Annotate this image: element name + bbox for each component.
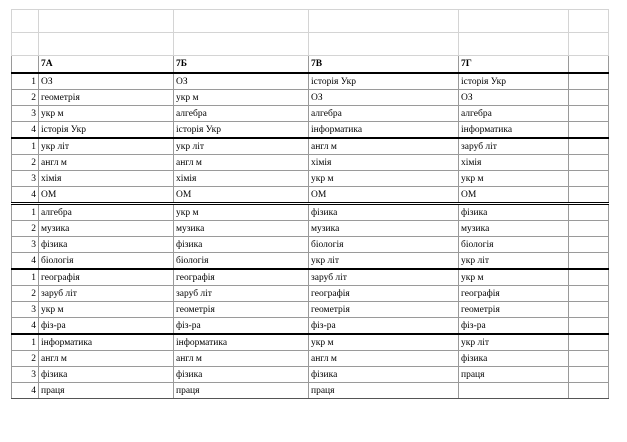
lesson-row bbox=[12, 351, 609, 367]
lesson-row bbox=[12, 253, 609, 270]
lesson-number-cell[interactable]: 2 bbox=[12, 221, 39, 237]
subject-cell[interactable]: фізика bbox=[459, 204, 569, 221]
spare-cell[interactable] bbox=[569, 56, 609, 74]
class-header-cell[interactable]: 7В bbox=[309, 56, 459, 74]
subject-cell[interactable]: ОМ bbox=[459, 187, 569, 204]
subject-cell[interactable]: укр м bbox=[309, 334, 459, 351]
lesson-row bbox=[12, 204, 609, 221]
subject-cell[interactable]: фіз-ра bbox=[309, 318, 459, 335]
subject-cell[interactable]: фізика bbox=[459, 351, 569, 367]
lesson-number-cell[interactable]: 4 bbox=[12, 318, 39, 335]
corner-cell[interactable] bbox=[12, 56, 39, 74]
subject-cell[interactable]: біологія bbox=[174, 253, 309, 270]
subject-cell[interactable]: фізика bbox=[174, 237, 309, 253]
subject-cell[interactable]: укр літ bbox=[174, 138, 309, 155]
lesson-number-cell[interactable]: 3 bbox=[12, 237, 39, 253]
subject-cell[interactable]: біологія bbox=[459, 237, 569, 253]
spare-cell[interactable] bbox=[569, 122, 609, 139]
class-header-row bbox=[12, 56, 609, 74]
subject-cell[interactable]: англ м bbox=[309, 351, 459, 367]
empty-row bbox=[12, 10, 609, 33]
lesson-number-cell[interactable]: 3 bbox=[12, 106, 39, 122]
subject-cell[interactable]: фізика bbox=[309, 204, 459, 221]
subject-cell[interactable]: біологія bbox=[309, 237, 459, 253]
class-header-cell[interactable]: 7Б bbox=[174, 56, 309, 74]
subject-cell[interactable]: геометрія bbox=[309, 302, 459, 318]
subject-cell[interactable]: укр м bbox=[174, 204, 309, 221]
subject-cell[interactable]: географія bbox=[174, 269, 309, 286]
lesson-row bbox=[12, 90, 609, 106]
subject-cell[interactable]: географія bbox=[309, 286, 459, 302]
subject-cell[interactable]: праця bbox=[459, 367, 569, 383]
schedule-table bbox=[11, 9, 609, 399]
lesson-row bbox=[12, 269, 609, 286]
lesson-row bbox=[12, 138, 609, 155]
subject-cell[interactable]: музика bbox=[459, 221, 569, 237]
spare-cell[interactable] bbox=[569, 221, 609, 237]
subject-cell[interactable]: фіз-ра bbox=[174, 318, 309, 335]
lesson-number-cell[interactable]: 4 bbox=[12, 383, 39, 399]
lesson-row bbox=[12, 221, 609, 237]
subject-cell[interactable]: укр літ bbox=[39, 138, 174, 155]
lesson-row bbox=[12, 187, 609, 204]
lesson-number-cell[interactable]: 4 bbox=[12, 122, 39, 139]
subject-cell[interactable]: укр м bbox=[459, 171, 569, 187]
spare-cell[interactable] bbox=[569, 187, 609, 204]
lesson-number-cell[interactable]: 1 bbox=[12, 73, 39, 90]
lesson-number-cell[interactable]: 3 bbox=[12, 302, 39, 318]
lesson-number-cell[interactable]: 1 bbox=[12, 334, 39, 351]
subject-cell[interactable]: хімія bbox=[39, 171, 174, 187]
empty-row bbox=[12, 33, 609, 56]
lesson-row bbox=[12, 367, 609, 383]
subject-cell[interactable]: праця bbox=[174, 383, 309, 399]
lesson-number-cell[interactable]: 1 bbox=[12, 138, 39, 155]
subject-cell[interactable]: музика bbox=[39, 221, 174, 237]
subject-cell[interactable]: заруб літ bbox=[459, 138, 569, 155]
subject-cell[interactable]: інформатика bbox=[174, 334, 309, 351]
subject-cell[interactable]: праця bbox=[309, 383, 459, 399]
subject-cell[interactable]: ОМ bbox=[309, 187, 459, 204]
subject-cell[interactable]: англ м bbox=[309, 138, 459, 155]
subject-cell[interactable] bbox=[459, 383, 569, 399]
subject-cell[interactable]: англ м bbox=[174, 351, 309, 367]
lesson-number-cell[interactable]: 4 bbox=[12, 187, 39, 204]
lesson-number-cell[interactable]: 1 bbox=[12, 204, 39, 221]
subject-cell[interactable]: англ м bbox=[174, 155, 309, 171]
lesson-row bbox=[12, 302, 609, 318]
subject-cell[interactable]: фізика bbox=[39, 367, 174, 383]
subject-cell[interactable]: укр літ bbox=[459, 253, 569, 270]
lesson-row bbox=[12, 383, 609, 399]
subject-cell[interactable]: музика bbox=[309, 221, 459, 237]
subject-cell[interactable]: заруб літ bbox=[174, 286, 309, 302]
spare-cell[interactable] bbox=[569, 302, 609, 318]
subject-cell[interactable]: музика bbox=[174, 221, 309, 237]
lesson-row bbox=[12, 286, 609, 302]
lesson-number-cell[interactable]: 3 bbox=[12, 367, 39, 383]
subject-cell[interactable]: заруб літ bbox=[39, 286, 174, 302]
lesson-row bbox=[12, 122, 609, 139]
lesson-row bbox=[12, 318, 609, 335]
spare-cell[interactable] bbox=[569, 155, 609, 171]
spare-cell[interactable] bbox=[569, 286, 609, 302]
lesson-row bbox=[12, 73, 609, 90]
lesson-number-cell[interactable]: 2 bbox=[12, 155, 39, 171]
spare-cell[interactable] bbox=[569, 237, 609, 253]
lesson-row bbox=[12, 155, 609, 171]
spare-cell[interactable] bbox=[569, 383, 609, 399]
subject-cell[interactable]: укр літ bbox=[309, 253, 459, 270]
lesson-number-cell[interactable]: 3 bbox=[12, 171, 39, 187]
subject-cell[interactable]: укр літ bbox=[459, 334, 569, 351]
subject-cell[interactable]: ОМ bbox=[39, 187, 174, 204]
subject-cell[interactable]: історія Укр bbox=[39, 122, 174, 139]
subject-cell[interactable]: інформатика bbox=[459, 122, 569, 139]
subject-cell[interactable]: інформатика bbox=[39, 334, 174, 351]
subject-cell[interactable]: геометрія bbox=[39, 90, 174, 106]
subject-cell[interactable]: ОЗ bbox=[309, 90, 459, 106]
lesson-number-cell[interactable]: 1 bbox=[12, 269, 39, 286]
subject-cell[interactable]: укр м bbox=[459, 269, 569, 286]
lesson-number-cell[interactable]: 2 bbox=[12, 351, 39, 367]
spare-cell[interactable] bbox=[569, 269, 609, 286]
spare-cell[interactable] bbox=[569, 204, 609, 221]
subject-cell[interactable]: праця bbox=[39, 383, 174, 399]
spare-cell[interactable] bbox=[569, 90, 609, 106]
subject-cell[interactable]: фізика bbox=[174, 367, 309, 383]
subject-cell[interactable]: біологія bbox=[39, 253, 174, 270]
subject-cell[interactable]: геометрія bbox=[174, 302, 309, 318]
subject-cell[interactable]: географія bbox=[39, 269, 174, 286]
subject-cell[interactable]: історія Укр bbox=[309, 73, 459, 90]
subject-cell[interactable]: ОЗ bbox=[174, 73, 309, 90]
subject-cell[interactable]: хімія bbox=[309, 155, 459, 171]
spare-cell[interactable] bbox=[569, 171, 609, 187]
subject-cell[interactable]: ОЗ bbox=[39, 73, 174, 90]
subject-cell[interactable]: укр м bbox=[174, 90, 309, 106]
subject-cell[interactable]: ОЗ bbox=[459, 90, 569, 106]
spare-cell[interactable] bbox=[569, 253, 609, 270]
subject-cell[interactable]: історія Укр bbox=[459, 73, 569, 90]
spare-cell[interactable] bbox=[569, 334, 609, 351]
subject-cell[interactable]: укр м bbox=[39, 302, 174, 318]
spare-cell[interactable] bbox=[569, 73, 609, 90]
class-header-cell[interactable]: 7Г bbox=[459, 56, 569, 74]
lesson-row bbox=[12, 106, 609, 122]
lesson-number-cell[interactable]: 4 bbox=[12, 253, 39, 270]
schedule-sheet bbox=[11, 9, 608, 404]
subject-cell[interactable]: алгебра bbox=[309, 106, 459, 122]
subject-cell[interactable]: ОМ bbox=[174, 187, 309, 204]
spare-cell[interactable] bbox=[569, 138, 609, 155]
subject-cell[interactable]: фізика bbox=[39, 237, 174, 253]
subject-cell[interactable]: хімія bbox=[459, 155, 569, 171]
spare-cell[interactable] bbox=[569, 351, 609, 367]
lesson-number-cell[interactable]: 2 bbox=[12, 286, 39, 302]
spare-cell[interactable] bbox=[569, 106, 609, 122]
subject-cell[interactable]: заруб літ bbox=[309, 269, 459, 286]
subject-cell[interactable]: укр м bbox=[309, 171, 459, 187]
spare-cell[interactable] bbox=[569, 318, 609, 335]
subject-cell[interactable]: історія Укр bbox=[174, 122, 309, 139]
lesson-row bbox=[12, 171, 609, 187]
subject-cell[interactable]: укр м bbox=[39, 106, 174, 122]
lesson-number-cell[interactable]: 2 bbox=[12, 90, 39, 106]
subject-cell[interactable]: фіз-ра bbox=[459, 318, 569, 335]
subject-cell[interactable]: фізика bbox=[309, 367, 459, 383]
class-header-cell[interactable]: 7А bbox=[39, 56, 174, 74]
subject-cell[interactable]: геометрія bbox=[459, 302, 569, 318]
lesson-row bbox=[12, 237, 609, 253]
subject-cell[interactable]: фіз-ра bbox=[39, 318, 174, 335]
lesson-row bbox=[12, 334, 609, 351]
subject-cell[interactable]: англ м bbox=[39, 351, 174, 367]
subject-cell[interactable]: алгебра bbox=[174, 106, 309, 122]
subject-cell[interactable]: інформатика bbox=[309, 122, 459, 139]
spare-cell[interactable] bbox=[569, 367, 609, 383]
subject-cell[interactable]: англ м bbox=[39, 155, 174, 171]
subject-cell[interactable]: алгебра bbox=[39, 204, 174, 221]
subject-cell[interactable]: географія bbox=[459, 286, 569, 302]
subject-cell[interactable]: алгебра bbox=[459, 106, 569, 122]
subject-cell[interactable]: хімія bbox=[174, 171, 309, 187]
